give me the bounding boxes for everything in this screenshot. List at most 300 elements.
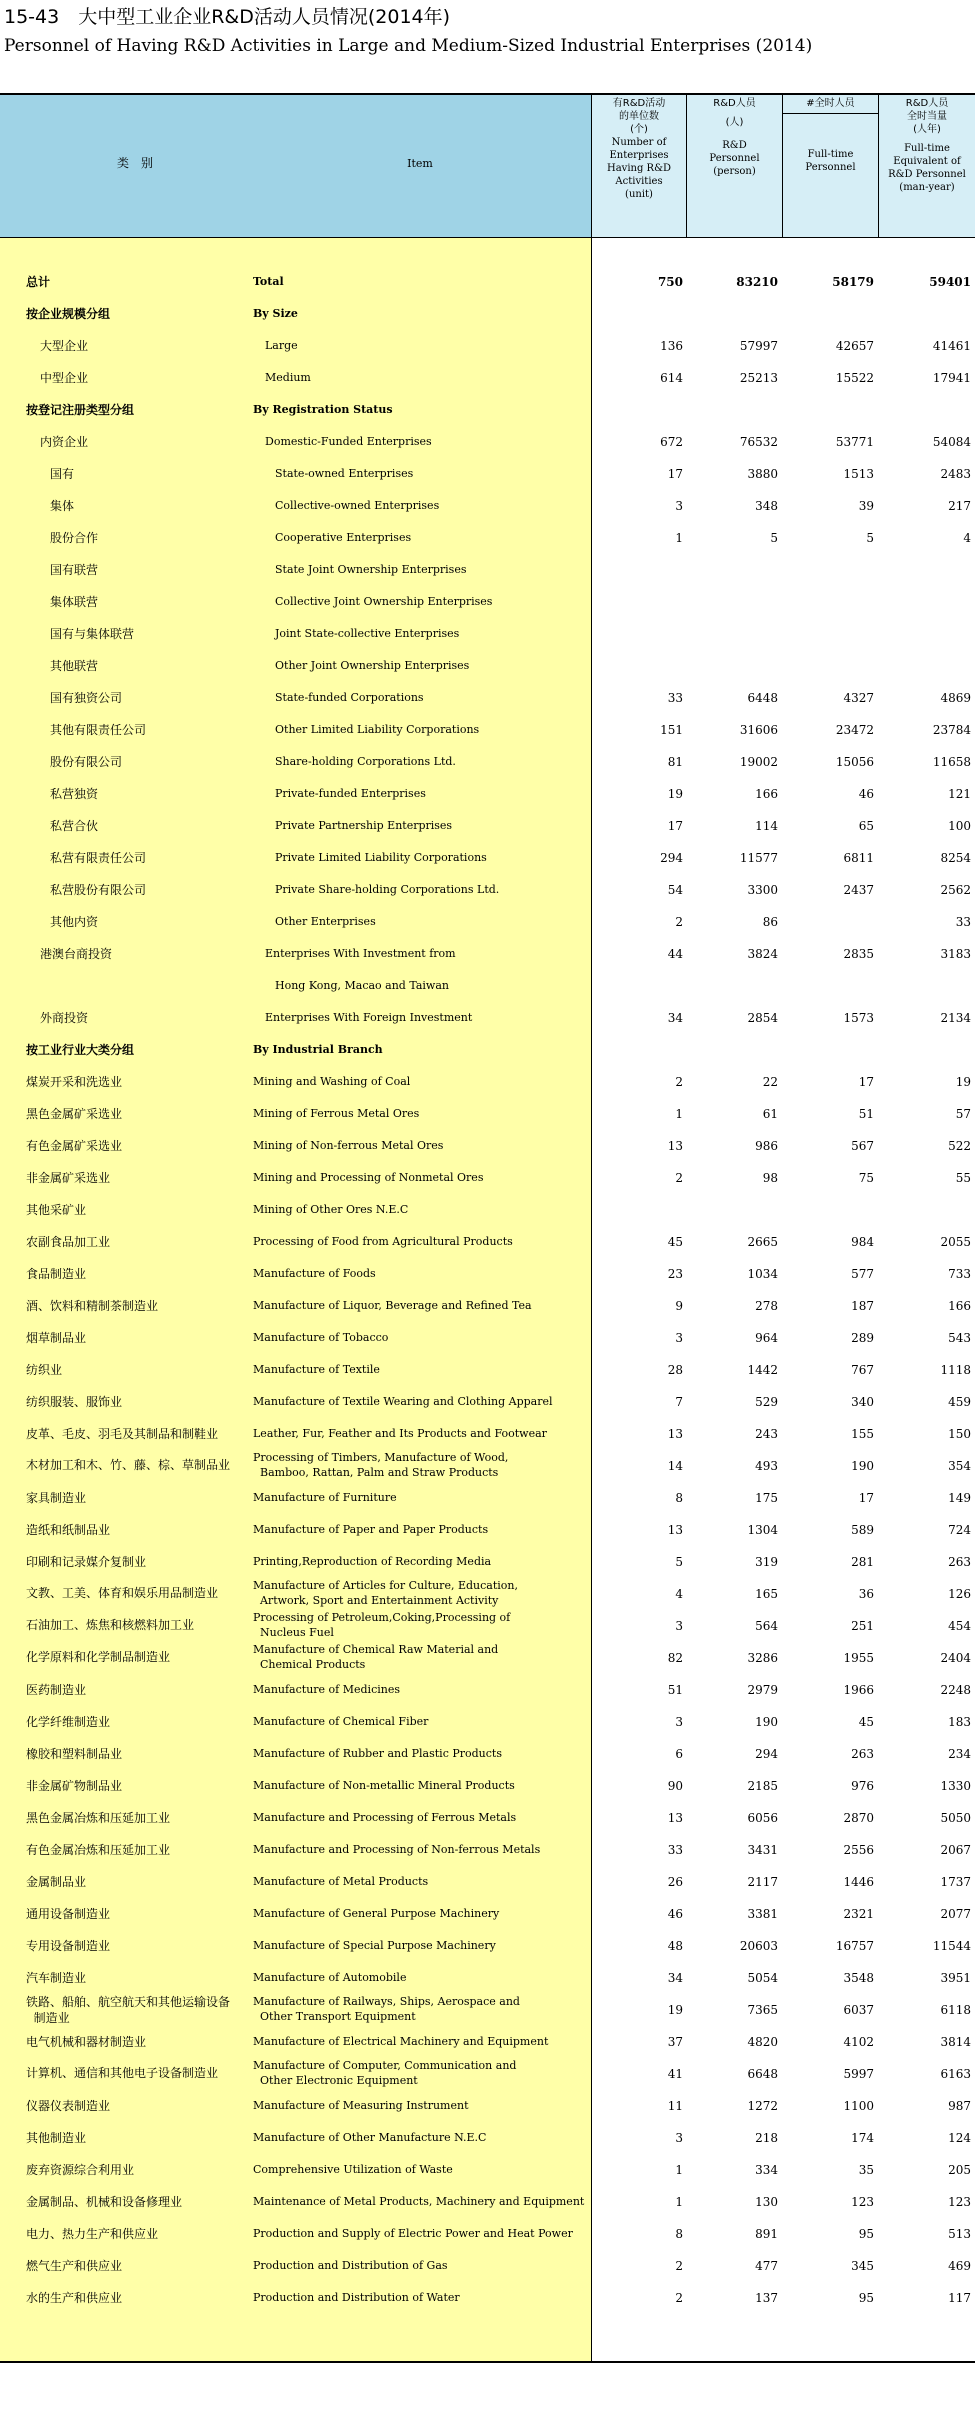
cell-value: 17 (858, 1491, 874, 1505)
row-label-cn: 其他内资 (50, 915, 99, 929)
row-label-cn: 内资企业 (40, 435, 89, 449)
row-label-cn: 烟草制品业 (26, 1331, 87, 1345)
cell-value: 13 (667, 1523, 683, 1537)
header-line: #全时人员 (806, 98, 855, 109)
table-row (0, 714, 975, 746)
cell-value: 1272 (747, 2099, 778, 2113)
cell-value: 5054 (747, 1971, 778, 1985)
table-row (0, 1994, 975, 2026)
table-row (0, 1578, 975, 1610)
cell-value: 1034 (747, 1267, 778, 1281)
row-label-cn: 造纸和纸制品业 (26, 1523, 111, 1537)
row-label-en: Private Partnership Enterprises (275, 819, 453, 832)
row-label-en: Other Joint Ownership Enterprises (275, 659, 470, 672)
row-label-cn: 非金属矿采选业 (26, 1171, 111, 1185)
table-row (0, 1034, 975, 1066)
cell-value: 130 (755, 2195, 778, 2209)
cell-value: 166 (948, 1299, 971, 1313)
table-row (0, 2250, 975, 2282)
row-label-cn: 家具制造业 (26, 1491, 87, 1505)
row-label-cn: 国有 (50, 467, 75, 481)
cell-value: 53771 (835, 435, 874, 449)
cell-value: 19 (667, 2003, 683, 2017)
row-label-en: Production and Supply of Electric Power and Heat Power (253, 2227, 573, 2240)
cell-value: 334 (755, 2163, 778, 2177)
row-label-cn: 废弃资源综合利用业 (26, 2163, 135, 2177)
cell-value: 9 (675, 1299, 683, 1313)
row-label-en: Maintenance of Metal Products, Machinery and Equipment (253, 2195, 585, 2208)
row-label-en: Manufacture of Medicines (253, 1683, 400, 1696)
table-row (0, 778, 975, 810)
cell-value: 2562 (940, 883, 971, 897)
cell-value: 20603 (739, 1939, 778, 1953)
header-line: 的单位数 (619, 111, 659, 122)
table-row (0, 682, 975, 714)
table-row (0, 1546, 975, 1578)
cell-value: 2248 (940, 1683, 971, 1697)
table-row (0, 2218, 975, 2250)
header-line: R&D人员 (905, 98, 949, 109)
cell-value: 54 (667, 883, 683, 897)
cell-value: 319 (755, 1555, 778, 1569)
row-label-cn: 总计 (26, 275, 51, 289)
cell-value: 294 (755, 1747, 778, 1761)
table-row (0, 1738, 975, 1770)
row-label-en: Other Limited Liability Corporations (275, 723, 480, 736)
cell-value: 17 (858, 1075, 874, 1089)
cell-value: 13 (667, 1427, 683, 1441)
cell-value: 121 (948, 787, 971, 801)
cell-value: 454 (948, 1619, 971, 1633)
cell-value: 149 (948, 1491, 971, 1505)
cell-value: 17 (667, 467, 683, 481)
row-label-en: Collective-owned Enterprises (275, 499, 440, 512)
row-label-cn: 黑色金属矿采选业 (26, 1107, 123, 1121)
cell-value: 986 (755, 1139, 778, 1153)
cell-value: 41461 (932, 339, 971, 353)
table-row (0, 1706, 975, 1738)
row-label-en: Printing,Reproduction of Recording Media (253, 1555, 492, 1568)
cell-value: 183 (948, 1715, 971, 1729)
cell-value: 46 (858, 787, 874, 801)
table-row (0, 1386, 975, 1418)
cell-value: 8254 (940, 851, 971, 865)
cell-value: 1 (675, 2163, 683, 2177)
cell-value: 2055 (940, 1235, 971, 1249)
row-label-cn: 黑色金属冶炼和压延加工业 (26, 1811, 171, 1825)
cell-value: 11544 (932, 1939, 971, 1953)
cell-value: 100 (948, 819, 971, 833)
table-row (0, 1834, 975, 1866)
cell-value: 2556 (843, 1843, 874, 1857)
cell-value: 59401 (929, 275, 971, 289)
cell-value: 724 (948, 1523, 971, 1537)
cell-value: 31606 (739, 723, 778, 737)
table-row (0, 1354, 975, 1386)
row-label-en: Private Share-holding Corporations Ltd. (275, 883, 500, 896)
cell-value: 11577 (739, 851, 778, 865)
cell-value: 55 (955, 1171, 971, 1185)
table-row (0, 1322, 975, 1354)
cell-value: 278 (755, 1299, 778, 1313)
row-label-cn: 按工业行业大类分组 (26, 1043, 135, 1057)
row-label-cn: 水的生产和供应业 (26, 2291, 123, 2305)
cell-value: 1 (675, 2195, 683, 2209)
table-row (0, 1290, 975, 1322)
cell-value: 3548 (843, 1971, 874, 1985)
row-label-cn: 纺织服装、服饰业 (26, 1395, 123, 1409)
cell-value: 58179 (832, 275, 874, 289)
cell-value: 28 (667, 1363, 683, 1377)
cell-value: 2 (675, 2259, 683, 2273)
row-label-en: Manufacture of Liquor, Beverage and Refined Tea (253, 1299, 532, 1312)
cell-value: 23472 (835, 723, 874, 737)
cell-value: 6056 (747, 1811, 778, 1825)
cell-value: 987 (948, 2099, 971, 2113)
cell-value: 61 (762, 1107, 778, 1121)
table-row (0, 938, 975, 970)
header-line: R&D (722, 140, 747, 151)
row-label-en: Manufacture of Non-metallic Mineral Products (253, 1779, 515, 1792)
row-label-cn: 按登记注册类型分组 (26, 403, 135, 417)
cell-value: 5 (770, 531, 778, 545)
cell-value: 136 (660, 339, 683, 353)
cell-value: 6163 (940, 2067, 971, 2081)
cell-value: 25213 (739, 371, 778, 385)
table-row (0, 266, 975, 298)
title-block (4, 4, 812, 58)
row-label-cn: 私营有限责任公司 (50, 851, 147, 865)
cell-value: 15522 (835, 371, 874, 385)
table-row (0, 554, 975, 586)
cell-value: 33 (667, 691, 683, 705)
table-row (0, 1002, 975, 1034)
row-label-cn: 计算机、通信和其他电子设备制造业 (26, 2066, 219, 2080)
cell-value: 354 (948, 1459, 971, 1473)
cell-value: 83210 (736, 275, 778, 289)
cell-value: 459 (948, 1395, 971, 1409)
header-line: Having R&D (607, 163, 671, 174)
cell-value: 19002 (739, 755, 778, 769)
cell-value: 218 (755, 2131, 778, 2145)
row-label-en: Mining and Washing of Coal (253, 1075, 411, 1088)
row-label-en: Manufacture of Electrical Machinery and Equipment (253, 2035, 549, 2048)
cell-value: 6811 (843, 851, 874, 865)
row-label-cn: 外商投资 (40, 1011, 89, 1025)
cell-value: 17 (667, 819, 683, 833)
row-label-cn: 私营合伙 (50, 819, 99, 833)
cell-value: 964 (755, 1331, 778, 1345)
row-label-cn: 仪器仪表制造业 (26, 2099, 111, 2113)
cell-value: 26 (667, 1875, 683, 1889)
header-fte (879, 97, 975, 194)
row-label-en: Leather, Fur, Feather and Its Products and Footwear (253, 1427, 547, 1440)
cell-value: 4869 (940, 691, 971, 705)
cell-value: 13 (667, 1139, 683, 1153)
row-label-en: Domestic-Funded Enterprises (265, 435, 432, 448)
cell-value: 76532 (739, 435, 778, 449)
cell-value: 6648 (747, 2067, 778, 2081)
header-line: (人年) (913, 124, 941, 135)
row-label-en: Total (253, 275, 284, 288)
table-row (0, 1066, 975, 1098)
cell-value: 3300 (747, 883, 778, 897)
cell-value: 19 (667, 787, 683, 801)
cell-value: 2134 (940, 1011, 971, 1025)
cell-value: 35 (858, 2163, 874, 2177)
cell-value: 54084 (932, 435, 971, 449)
cell-value: 45 (667, 1235, 683, 1249)
cell-value: 124 (948, 2131, 971, 2145)
table-row (0, 330, 975, 362)
table-row (0, 394, 975, 426)
cell-value: 614 (660, 371, 683, 385)
cell-value: 19 (955, 1075, 971, 1089)
table-row (0, 2026, 975, 2058)
cell-value: 513 (948, 2227, 971, 2241)
header-line: (unit) (625, 189, 653, 200)
header-line: (person) (713, 166, 756, 177)
cell-value: 984 (851, 1235, 874, 1249)
row-label-cn: 通用设备制造业 (26, 1907, 111, 1921)
table-row (0, 1418, 975, 1450)
row-label-cn: 中型企业 (40, 371, 89, 385)
row-label-en: Manufacture of Measuring Instrument (253, 2099, 469, 2112)
header-category: 类 别 (116, 156, 153, 170)
table-row (0, 426, 975, 458)
cell-value: 126 (948, 1587, 971, 1601)
cell-value: 564 (755, 1619, 778, 1633)
cell-value: 2117 (747, 1875, 778, 1889)
table-row (0, 1258, 975, 1290)
row-label-cn: 纺织业 (26, 1363, 63, 1377)
row-label-en: By Registration Status (253, 403, 393, 416)
cell-value: 33 (667, 1843, 683, 1857)
cell-value: 45 (858, 1715, 874, 1729)
row-label-en: Manufacture and Processing of Non-ferrous Metals (253, 1843, 541, 1856)
row-label-cn: 有色金属冶炼和压延加工业 (26, 1843, 171, 1857)
cell-value: 672 (660, 435, 683, 449)
row-label-cn: 股份有限公司 (50, 755, 123, 769)
table-row (0, 1802, 975, 1834)
cell-value: 750 (657, 275, 683, 289)
cell-value: 57 (955, 1107, 971, 1121)
cell-value: 3824 (747, 947, 778, 961)
row-label-en: State-owned Enterprises (275, 467, 414, 480)
row-label-en: State Joint Ownership Enterprises (275, 563, 467, 576)
cell-value: 1573 (843, 1011, 874, 1025)
table-row (0, 1194, 975, 1226)
cell-value: 2665 (747, 1235, 778, 1249)
row-label-en: Private Limited Liability Corporations (275, 851, 487, 864)
table-row (0, 2154, 975, 2186)
cell-value: 529 (755, 1395, 778, 1409)
cell-value: 98 (762, 1171, 778, 1185)
cell-value: 7365 (747, 2003, 778, 2017)
cell-value: 3814 (940, 2035, 971, 2049)
cell-value: 589 (851, 1523, 874, 1537)
cell-value: 345 (851, 2259, 874, 2273)
cell-value: 289 (851, 1331, 874, 1345)
table-row (0, 906, 975, 938)
row-label-cn: 集体联营 (50, 595, 99, 609)
row-label-cn: 其他制造业 (26, 2131, 87, 2145)
table-row (0, 2282, 975, 2314)
row-label-cn: 按企业规模分组 (26, 307, 111, 321)
cell-value: 90 (667, 1779, 683, 1793)
row-label-cn: 私营股份有限公司 (50, 883, 147, 897)
table-row (0, 2058, 975, 2090)
cell-value: 65 (858, 819, 874, 833)
row-label-cn: 电气机械和器材制造业 (26, 2035, 147, 2049)
cell-value: 15056 (835, 755, 874, 769)
row-label-cn: 电力、热力生产和供应业 (26, 2227, 159, 2241)
cell-value: 1446 (843, 1875, 874, 1889)
table-row (0, 1674, 975, 1706)
cell-value: 155 (851, 1427, 874, 1441)
cell-value: 493 (755, 1459, 778, 1473)
cell-value: 86 (762, 915, 778, 929)
cell-value: 3183 (940, 947, 971, 961)
row-label-en: Manufacture of Textile Wearing and Clothing Apparel (253, 1395, 553, 1408)
cell-value: 4102 (843, 2035, 874, 2049)
table-row (0, 1610, 975, 1642)
cell-value: 567 (851, 1139, 874, 1153)
row-label-cn: 国有联营 (50, 563, 99, 577)
table-row (0, 1130, 975, 1162)
cell-value: 733 (948, 1267, 971, 1281)
cell-value: 6037 (843, 2003, 874, 2017)
row-label-cn: 集体 (50, 499, 75, 513)
cell-value: 1118 (940, 1363, 971, 1377)
header-line: (个) (630, 124, 648, 135)
row-label-cn: 皮革、毛皮、羽毛及其制品和制鞋业 (26, 1427, 219, 1441)
cell-value: 2437 (843, 883, 874, 897)
cell-value: 41 (667, 2067, 683, 2081)
header-line: (man-year) (899, 182, 955, 193)
cell-value: 2835 (843, 947, 874, 961)
row-label-en: Manufacture of Textile (253, 1363, 380, 1376)
cell-value: 117 (948, 2291, 971, 2305)
row-label-cn: 其他有限责任公司 (50, 723, 147, 737)
row-label-en: Manufacture of Other Manufacture N.E.C (253, 2131, 487, 2144)
cell-value: 2 (675, 2291, 683, 2305)
row-label-en: By Size (253, 307, 298, 320)
table-row (0, 970, 975, 1002)
cell-value: 3880 (747, 467, 778, 481)
cell-value: 477 (755, 2259, 778, 2273)
table-title-en: Personnel of Having R&D Activities in Large and Medium-Sized Industrial Enterprises (2014) (4, 36, 813, 56)
cell-value: 205 (948, 2163, 971, 2177)
cell-value: 217 (948, 499, 971, 513)
cell-value: 6118 (940, 2003, 971, 2017)
row-label-en: Manufacture of Furniture (253, 1491, 397, 1504)
table-row (0, 1930, 975, 1962)
cell-value: 13 (667, 1811, 683, 1825)
cell-value: 14 (667, 1459, 683, 1473)
row-label-cn: 国有独资公司 (50, 691, 123, 705)
row-label-cn: 化学原料和化学制品制造业 (26, 1650, 171, 1664)
row-label-en: Manufacture of Special Purpose Machinery (253, 1939, 496, 1952)
cell-value: 5997 (843, 2067, 874, 2081)
cell-value: 190 (755, 1715, 778, 1729)
cell-value: 1513 (843, 467, 874, 481)
cell-value: 5 (866, 531, 874, 545)
cell-value: 81 (667, 755, 683, 769)
row-label-cn: 印刷和记录媒介复制业 (26, 1555, 147, 1569)
table-row (0, 2186, 975, 2218)
table-row (0, 1898, 975, 1930)
row-label-en: Private-funded Enterprises (275, 787, 426, 800)
cell-value: 3431 (747, 1843, 778, 1857)
row-label-en: Manufacture of Articles for Culture, Education, Artwork, Sport and Entertainment Activity (253, 1579, 518, 1607)
row-label-en: Manufacture of Paper and Paper Products (253, 1523, 489, 1536)
row-label-en: Manufacture of General Purpose Machinery (253, 1907, 500, 1920)
cell-value: 39 (858, 499, 874, 513)
cell-value: 263 (851, 1747, 874, 1761)
cell-value: 175 (755, 1491, 778, 1505)
cell-value: 8 (675, 1491, 683, 1505)
cell-value: 2321 (843, 1907, 874, 1921)
row-label-en: Manufacture of Foods (253, 1267, 376, 1280)
row-label-en: Other Enterprises (275, 915, 376, 928)
row-label-cn: 国有与集体联营 (50, 627, 135, 641)
cell-value: 187 (851, 1299, 874, 1313)
cell-value: 165 (755, 1587, 778, 1601)
header-line: Personnel (805, 162, 856, 173)
row-label-en: Manufacture of Automobile (253, 1971, 407, 1984)
header-units (592, 97, 686, 201)
row-label-en: Manufacture and Processing of Ferrous Metals (253, 1811, 517, 1824)
cell-value: 190 (851, 1459, 874, 1473)
row-label-cn: 化学纤维制造业 (26, 1715, 111, 1729)
cell-value: 46 (667, 1907, 683, 1921)
cell-value: 543 (948, 1331, 971, 1345)
table-body (0, 238, 975, 2362)
header-line: 有R&D活动 (612, 98, 666, 109)
cell-value: 11 (667, 2099, 683, 2113)
row-label-cn: 农副食品加工业 (26, 1235, 111, 1249)
cell-value: 2483 (940, 467, 971, 481)
cell-value: 82 (667, 1651, 683, 1665)
table-row (0, 1962, 975, 1994)
header-line: 全时当量 (907, 111, 947, 122)
row-label-en: Production and Distribution of Gas (253, 2259, 448, 2272)
cell-value: 251 (851, 1619, 874, 1633)
table-row (0, 458, 975, 490)
row-label-cn: 汽车制造业 (26, 1971, 87, 1985)
cell-value: 891 (755, 2227, 778, 2241)
row-label-cn: 木材加工和木、竹、藤、棕、草制品业 (26, 1458, 231, 1472)
row-label-en: Hong Kong, Macao and Taiwan (275, 979, 449, 992)
row-label-en: Comprehensive Utilization of Waste (253, 2163, 453, 2176)
row-label-en: Large (265, 339, 298, 352)
row-label-en: By Industrial Branch (253, 1043, 383, 1056)
cell-value: 4820 (747, 2035, 778, 2049)
row-label-en: Manufacture of Computer, Communication and Other Electronic Equipment (253, 2059, 517, 2087)
cell-value: 48 (667, 1939, 683, 1953)
cell-value: 36 (858, 1587, 874, 1601)
row-label-cn: 橡胶和塑料制品业 (26, 1747, 123, 1761)
cell-value: 114 (755, 819, 778, 833)
cell-value: 95 (858, 2227, 874, 2241)
cell-value: 2185 (747, 1779, 778, 1793)
row-label-cn: 酒、饮料和精制茶制造业 (26, 1299, 159, 1313)
row-label-en: Manufacture of Railways, Ships, Aerospace and Other Transport Equipment (253, 1995, 520, 2023)
cell-value: 44 (667, 947, 683, 961)
cell-value: 2067 (940, 1843, 971, 1857)
row-label-en: Production and Distribution of Water (253, 2291, 460, 2304)
